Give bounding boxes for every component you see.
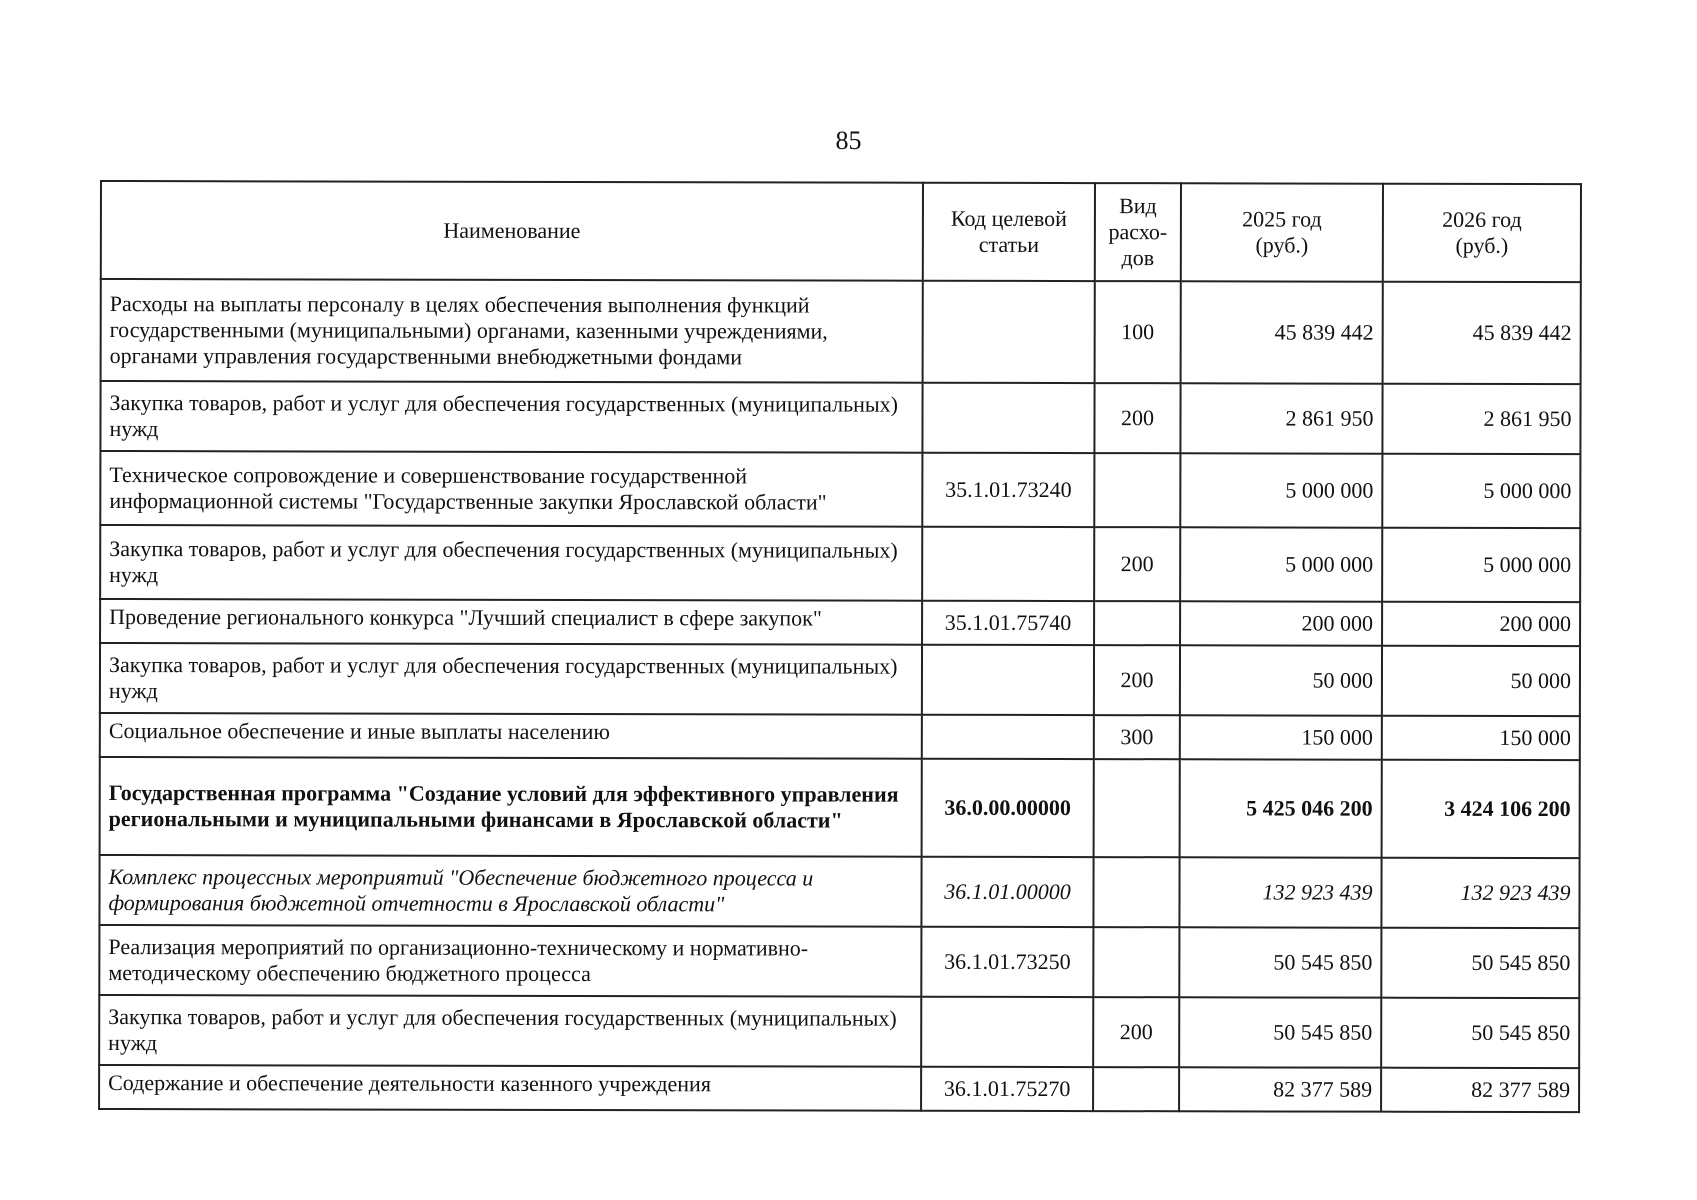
table-row <box>99 925 1579 998</box>
row-code <box>922 527 1094 601</box>
row-2026: 3 424 106 200 <box>1382 760 1580 858</box>
row-2026: 2 861 950 <box>1382 384 1580 454</box>
row-2026: 200 000 <box>1382 602 1580 646</box>
row-2026: 5 000 000 <box>1382 454 1580 528</box>
page-number-text: 85 <box>835 126 862 155</box>
row-name: Закупка товаров, работ и услуг для обеспечения государственных (муниципальных) нужд <box>100 525 922 601</box>
row-2025: 2 861 950 <box>1180 383 1382 453</box>
budget-table <box>98 180 1582 1113</box>
table-row-complex <box>99 855 1579 928</box>
row-vid: 200 <box>1094 527 1180 601</box>
row-code: 35.1.01.73240 <box>922 453 1094 527</box>
row-vid <box>1093 1067 1179 1111</box>
row-2025: 82 377 589 <box>1179 1067 1381 1111</box>
table-header <box>101 181 1581 282</box>
row-2026: 5 000 000 <box>1382 528 1580 602</box>
table-row <box>99 1065 1579 1112</box>
table-row <box>99 995 1579 1068</box>
row-vid <box>1094 601 1180 645</box>
row-2025: 5 000 000 <box>1180 453 1382 527</box>
row-vid: 200 <box>1093 997 1179 1067</box>
row-code <box>923 281 1095 383</box>
row-name: Содержание и обеспечение деятельности казенного учреждения <box>99 1065 921 1111</box>
row-code: 36.1.01.75270 <box>921 1067 1093 1111</box>
row-vid: 300 <box>1094 715 1180 759</box>
row-name: Проведение регионального конкурса "Лучший специалист в сфере закупок" <box>100 599 922 645</box>
table-row <box>100 381 1580 454</box>
row-2025: 200 000 <box>1180 601 1382 645</box>
row-2025: 50 000 <box>1180 645 1382 715</box>
row-name: Социальное обеспечение и иные выплаты населению <box>100 713 922 759</box>
row-name: Закупка товаров, работ и услуг для обеспечения государственных (муниципальных) нужд <box>100 381 922 453</box>
row-code <box>921 997 1093 1067</box>
table-body <box>99 279 1581 1112</box>
table-row <box>100 525 1580 602</box>
row-name: Государственная программа "Создание условий для эффективного управления региональными и муниципальными финансами в Ярославской области" <box>100 757 922 857</box>
header-2026: 2026 год (руб.) <box>1383 184 1581 282</box>
table-row-program <box>100 757 1580 858</box>
row-2026: 50 000 <box>1382 646 1580 716</box>
header-2025: 2025 год (руб.) <box>1181 183 1383 281</box>
header-vid: Вид расхо-дов <box>1095 183 1181 281</box>
row-2026: 45 839 442 <box>1383 282 1581 384</box>
table-row <box>101 279 1581 384</box>
page-number <box>0 126 1697 156</box>
table-row <box>100 451 1580 528</box>
row-2025: 50 545 850 <box>1179 997 1381 1067</box>
row-2025: 150 000 <box>1180 715 1382 759</box>
row-vid: 200 <box>1094 383 1180 453</box>
row-2026: 50 545 850 <box>1381 928 1579 998</box>
table-row <box>100 713 1580 760</box>
table-row <box>100 643 1580 716</box>
row-name: Закупка товаров, работ и услуг для обеспечения государственных (муниципальных) нужд <box>100 643 922 715</box>
row-2025: 5 425 046 200 <box>1180 759 1382 857</box>
row-2026: 82 377 589 <box>1381 1068 1579 1112</box>
header-code: Код целевой статьи <box>923 183 1095 281</box>
row-vid <box>1093 927 1179 997</box>
row-vid <box>1094 759 1180 857</box>
row-2026: 150 000 <box>1382 716 1580 760</box>
row-2025: 45 839 442 <box>1181 281 1383 383</box>
row-name: Техническое сопровождение и совершенствование государственной информационной системы "Государственные закупки Ярославской области" <box>100 451 922 527</box>
budget-table-container <box>98 180 1580 1113</box>
row-name: Реализация мероприятий по организационно-техническому и нормативно-методическому обеспечению бюджетного процесса <box>99 925 921 997</box>
row-vid: 100 <box>1095 281 1181 383</box>
row-code: 36.1.01.73250 <box>921 927 1093 997</box>
row-vid <box>1093 857 1179 927</box>
row-code: 36.1.01.00000 <box>921 857 1093 927</box>
row-name: Закупка товаров, работ и услуг для обеспечения государственных (муниципальных) нужд <box>99 995 921 1067</box>
row-name: Расходы на выплаты персоналу в целях обеспечения выполнения функций государственными (муниципальными) органами, казенными учреждениями, органами управления государственными внебюджетными фондами <box>101 279 923 383</box>
row-vid: 200 <box>1094 645 1180 715</box>
row-code <box>922 715 1094 759</box>
row-code <box>922 383 1094 453</box>
table-row <box>100 599 1580 646</box>
row-2025: 132 923 439 <box>1179 857 1381 927</box>
row-code: 36.0.00.00000 <box>922 759 1094 857</box>
row-2025: 50 545 850 <box>1179 927 1381 997</box>
row-2026: 50 545 850 <box>1381 998 1579 1068</box>
row-code <box>922 645 1094 715</box>
row-name: Комплекс процессных мероприятий "Обеспечение бюджетного процесса и формирования бюджетной отчетности в Ярославской области" <box>99 855 921 927</box>
row-vid <box>1094 453 1180 527</box>
row-code: 35.1.01.75740 <box>922 601 1094 645</box>
header-row <box>101 181 1581 282</box>
row-2026: 132 923 439 <box>1381 858 1579 928</box>
header-name: Наименование <box>101 181 923 281</box>
row-2025: 5 000 000 <box>1180 527 1382 601</box>
